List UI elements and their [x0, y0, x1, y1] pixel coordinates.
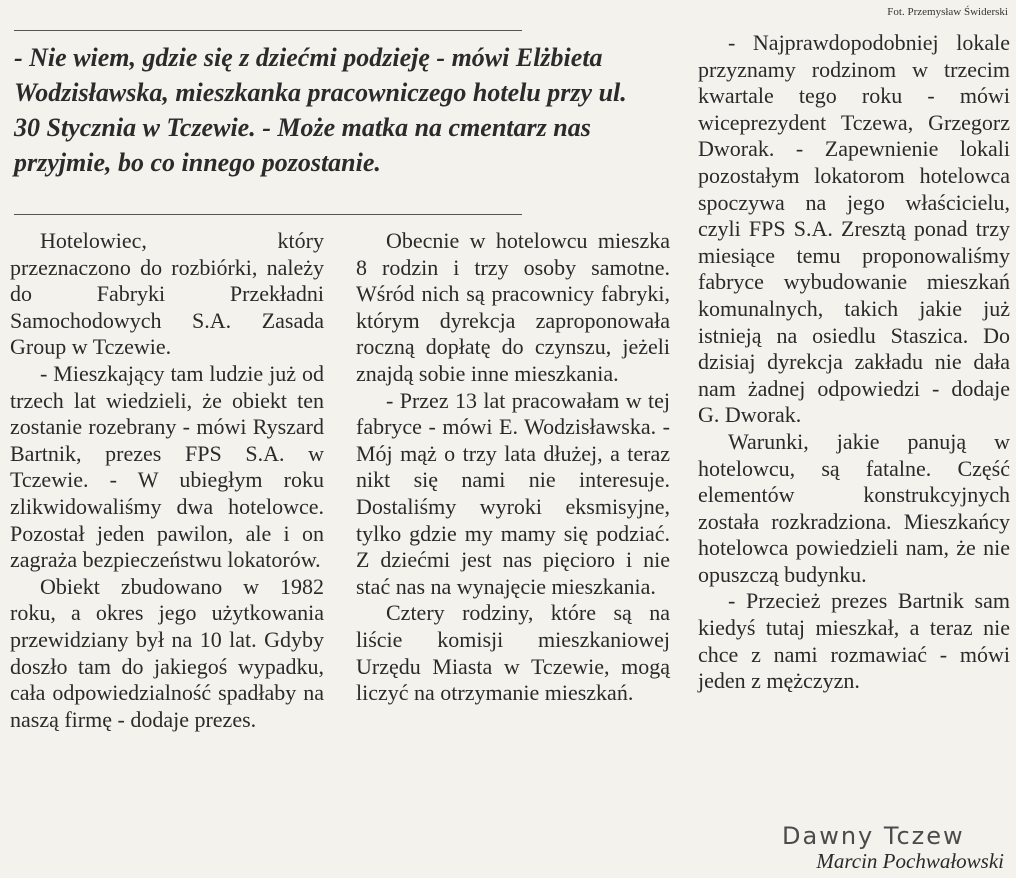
lead-top-rule [14, 30, 522, 31]
paragraph: Warunki, jakie panują w hotelowcu, są fatalne. Część elementów konstrukcyjnych została rozkradziona. Mieszkańcy hotelowca powiedzieli nam, że nie opuszczą budynku. [698, 428, 1010, 587]
paragraph: Cztery rodziny, które są na liście komisji mieszkaniowej Urzędu Miasta w Tczewie, mogą liczyć na otrzymanie mieszkań. [356, 600, 670, 706]
lead-paragraph: - Nie wiem, gdzie się z dziećmi podzieję - mówi Elżbieta Wodzisławska, mieszkanka pracowniczego hotelu przy ul. 30 Stycznia w Tczewie. - Może matka na cmentarz nas przyjmie, bo co innego pozostanie. [14, 43, 627, 177]
lead-bottom-rule [14, 214, 522, 215]
paragraph: Obecnie w hotelowcu mieszka 8 rodzin i trzy osoby samotne. Wśród nich są pracownicy fabryki, którym dyrekcja zaproponowała roczną dopłatę do czynszu, jeżeli znajdą sobie inne mieszkania. [356, 228, 670, 386]
photo-credit: Fot. Przemysław Świderski [887, 6, 1008, 18]
article-column-1 [10, 228, 324, 733]
watermark: Dawny Tczew [782, 822, 965, 850]
paragraph: Obiekt zbudowano w 1982 roku, a okres jego użytkowania przewidziany był na 10 lat. Gdyby doszło tam do jakiegoś wypadku, cała odpowiedzialność spadłaby na naszą firmę - dodaje prezes. [10, 573, 324, 732]
paragraph: - Mieszkający tam ludzie już od trzech lat wiedzieli, że obiekt ten zostanie rozebrany - mówi Ryszard Bartnik, prezes FPS S.A. w Tczewie. - W ubiegłym roku zlikwidowaliśmy dwa hotelowce. Pozostał jeden pawilon, ale i on zagraża bezpieczeństwu lokatorów. [10, 360, 324, 573]
paragraph: - Przecież prezes Bartnik sam kiedyś tutaj mieszkał, a teraz nie chce z nami rozmawiać - mówi jeden z mężczyzn. [698, 588, 1010, 694]
article-column-3 [698, 30, 1010, 695]
article-column-2 [356, 228, 670, 707]
author-byline: Marcin Pochwałowski [816, 849, 1004, 873]
paragraph: - Przez 13 lat pracowałam w tej fabryce - mówi E. Wodzisławska. - Mój mąż o trzy lata dłużej, a teraz nikt się nami nie interesuje. Dostaliśmy wyroki eksmisyjne, tylko gdzie my mamy się podziać. Z dziećmi jest nas pięcioro i nie stać nas na wynajęcie mieszkania. [356, 387, 670, 599]
paragraph: - Najprawdopodobniej lokale przyznamy rodzinom w trzecim kwartale tego roku - mówi wiceprezydent Tczewa, Grzegorz Dworak. - Zapewnienie lokali pozostałym lokatorom hotelowca spoczywa na jego właścicielu, czyli FPS S.A. Zresztą ponad trzy miesiące temu proponowaliśmy fabryce wybudowanie mieszkań komunalnych, takich jakie już istnieją na osiedlu Staszica. Do dzisiaj dyrekcja zakładu nie dała nam żadnej odpowiedzi - dodaje G. Dworak. [698, 30, 1010, 428]
paragraph: Hotelowiec, który przeznaczono do rozbiórki, należy do Fabryki Przekładni Samochodowych S.A. Zasada Group w Tczewie. [10, 228, 324, 360]
